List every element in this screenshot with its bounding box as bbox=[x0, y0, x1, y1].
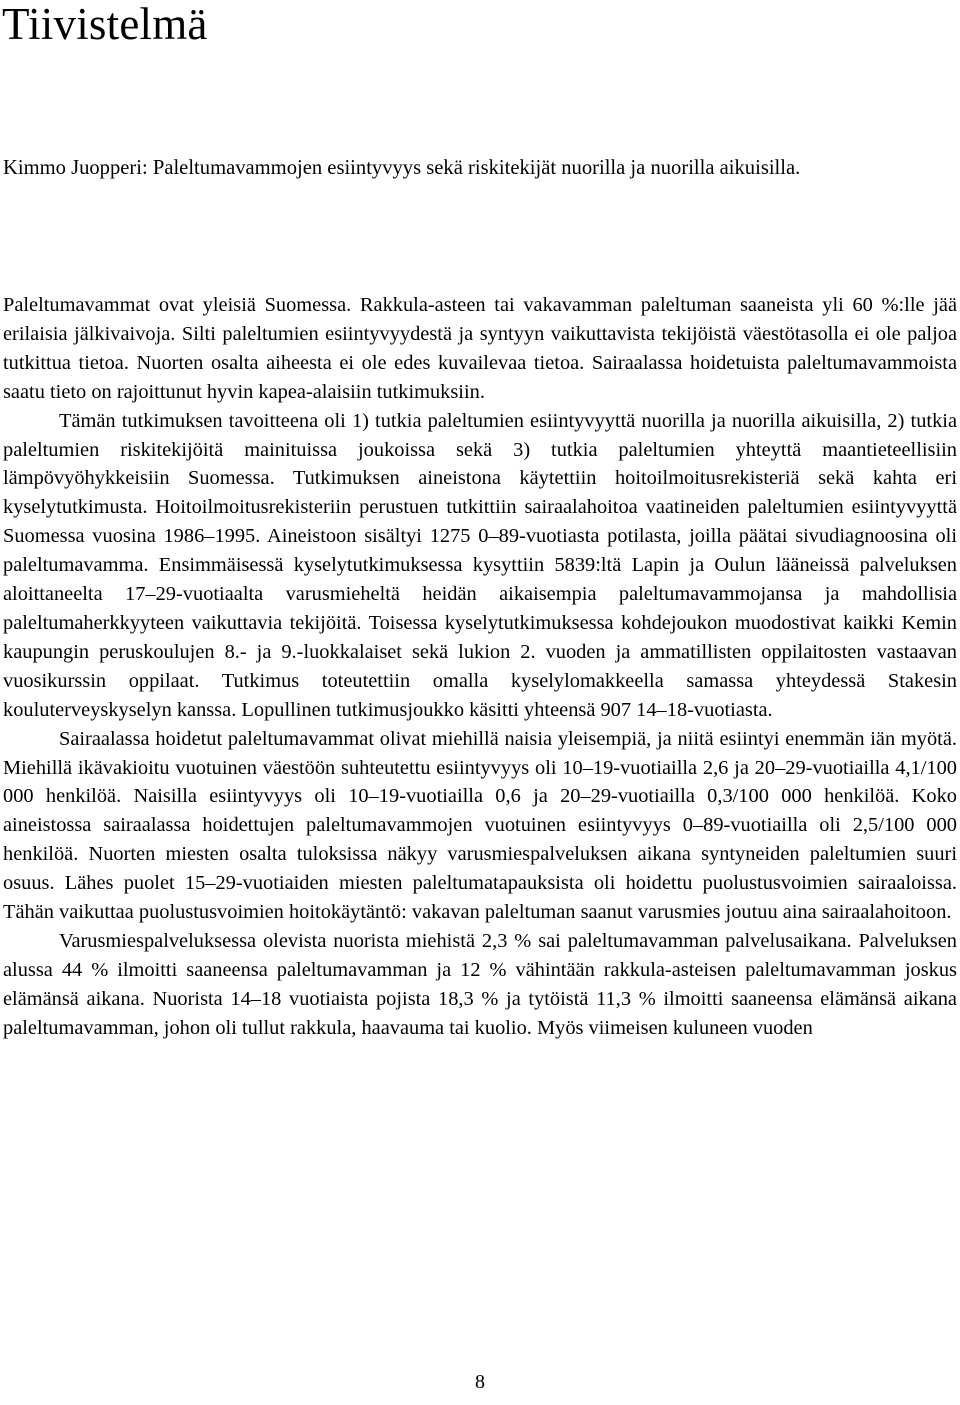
page-title: Tiivistelmä bbox=[2, 0, 208, 49]
byline-text: Kimmo Juopperi: Paleltumavammojen esiintyvyys sekä riskitekijät nuorilla ja nuorilla aikuisilla. bbox=[3, 157, 801, 179]
paragraph-3: Sairaalassa hoidetut paleltumavammat olivat miehillä naisia yleisempiä, ja niitä esiintyi enemmän iän myötä. Miehillä ikävakioitu vuotuinen väestöön suhteutettu esiintyvyys oli 10–19-vuotiailla 2,6 ja 20–29-vuotiailla 4,1/100 000 henkilöä. Naisilla esiintyvyys oli 10–19-vuotiailla 0,6 ja 20–29-vuotiailla 0,3/100 000 henkilöä. Koko aineistossa sairaalassa hoidettujen paleltumavammojen vuotuinen esiintyvyys 0–89-vuotiailla oli 2,5/100 000 henkilöä. Nuorten miesten osalta tuloksissa näkyy varusmiespalveluksen aikana syntyneiden paleltumien suuri osuus. Lähes puolet 15–29-vuotiaiden miesten paleltumatapauksista oli hoidettu puolustusvoimien sairaaloissa. Tähän vaikuttaa puolustusvoimien hoitokäytäntö: vakavan paleltuman saanut varusmies joutuu aina sairaalahoitoon. bbox=[3, 727, 957, 924]
thesis-byline bbox=[3, 145, 957, 192]
page-number: 8 bbox=[475, 1371, 485, 1393]
paragraph-1: Paleltumavammat ovat yleisiä Suomessa. Rakkula-asteen tai vakavamman paleltuman saaneista yli 60 %:lle jää erilaisia jälkivaivoja. Silti paleltumien esiintyvyydestä ja syntyyn vaikuttavista tekijöistä väestötasolla ei ole paljoa tutkittua tietoa. Nuorten osalta aiheesta ei ole edes kuvailevaa tietoa. Sairaalassa hoidetuista paleltumavammoista saatu tieto on rajoittunut hyvin kapea-alaisiin tutkimuksiin. bbox=[3, 294, 957, 403]
paragraph-4: Varusmiespalveluksessa olevista nuorista miehistä 2,3 % sai paleltumavamman palvelusaikana. Palveluksen alussa 44 % ilmoitti saaneensa paleltumavamman ja 12 % vähintään rakkula-asteisen paleltumavamman joskus elämänsä aikana. Nuorista 14–18 vuotiaista pojista 18,3 % ja tytöistä 11,3 % ilmoitti saaneensa elämänsä aikana paleltumavamman, johon oli tullut rakkula, haavauma tai kuolio. Myös viimeisen kuluneen vuoden bbox=[3, 929, 957, 1039]
abstract-body bbox=[3, 291, 957, 1043]
paragraph-2: Tämän tutkimuksen tavoitteena oli 1) tutkia paleltumien esiintyvyyttä nuorilla ja nuorilla aikuisilla, 2) tutkia paleltumien riskitekijöitä mainituissa joukoissa sekä 3) tutkia paleltumien yhteyttä maantieteellisiin lämpövyöhykkeisiin Suomessa. Tutkimuksen aineistona käytettiin hoitoilmoitusrekisteriä sekä kahta eri kyselytutkimusta. Hoitoilmoitusrekisteriin perustuen tutkittiin sairaalahoitoa vaatineiden paleltumien esiintyvyyttä Suomessa vuosina 1986–1995. Aineistoon sisältyi 1275 0–89-vuotiasta potilasta, joilla päätai sivudiagnoosina oli paleltumavamma. Ensimmäisessä kyselytutkimuksessa kysyttiin 5839:ltä Lapin ja Oulun lääneissä palveluksen aloittaneelta 17–29-vuotiaalta varusmieheltä heidän aikaisempia paleltumavammojansa ja mahdollisia paleltumaherkkyyteen vaikuttavia tekijöitä. Toisessa kyselytutkimuksessa kohdejoukon muodostivat kaikki Kemin kaupungin peruskoulujen 8.- ja 9.-luokkalaiset sekä lukion 2. vuoden ja ammatillisten oppilaitosten vastaavan vuosikurssin oppilaat. Tutkimus toteutettiin omalla kyselylomakkeella samassa yhteydessä Stakesin kouluterveyskyselyn kanssa. Lopullinen tutkimusjoukko käsitti yhteensä 907 14–18-vuotiasta. bbox=[3, 409, 957, 721]
